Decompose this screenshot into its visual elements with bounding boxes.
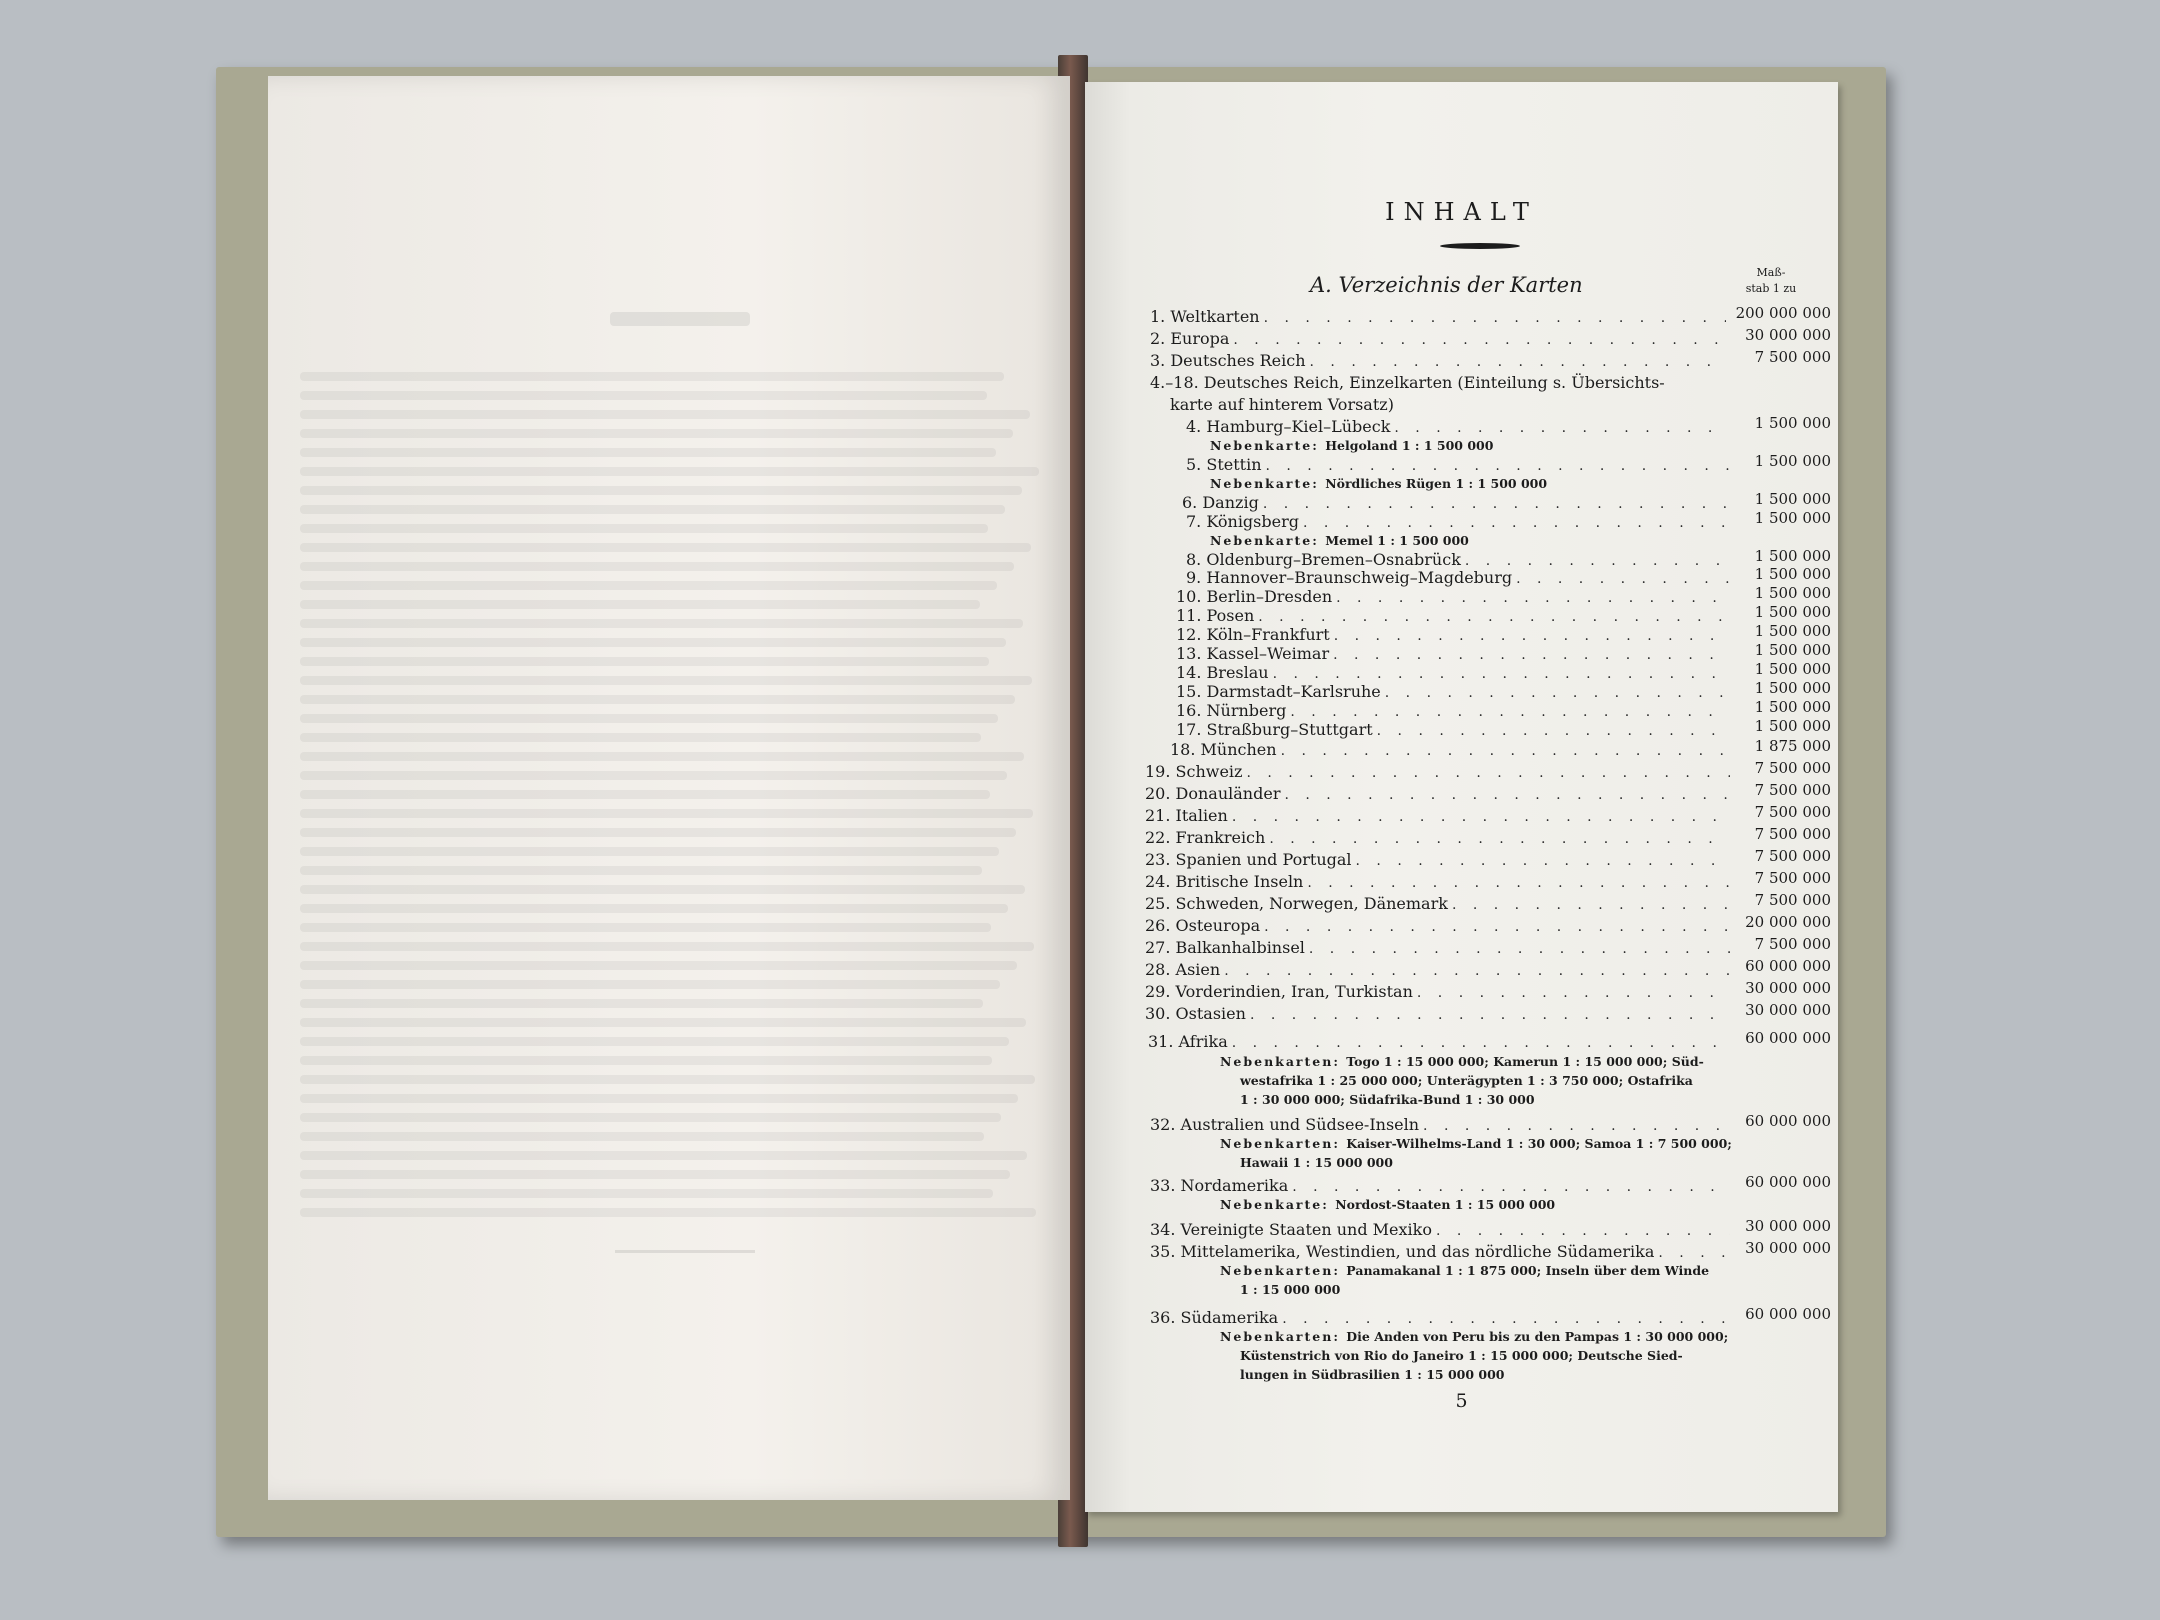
show-through-line	[300, 828, 1016, 837]
toc-entry-scale: 1 500 000	[1754, 547, 1831, 565]
show-through-line	[300, 1018, 1026, 1027]
leader-dots	[1246, 765, 1730, 781]
show-through-line	[300, 1170, 1010, 1179]
show-through-heading	[610, 312, 750, 326]
leader-dots	[1232, 1035, 1730, 1051]
toc-entry-label: 8. Oldenburg–Bremen–Osnabrück	[1186, 550, 1461, 569]
submap-note-line: Nebenkarten: Die Anden von Peru bis zu den Pampas 1 : 30 000 000;	[1220, 1329, 1729, 1344]
submap-note-label: Nebenkarte:	[1210, 476, 1326, 491]
toc-entry-label: 21. Italien	[1145, 806, 1228, 825]
leader-dots	[1516, 571, 1730, 587]
toc-entry-scale: 7 500 000	[1754, 803, 1831, 821]
toc-entry-scale: 60 000 000	[1745, 1173, 1831, 1191]
leader-dots	[1281, 743, 1730, 759]
submap-note	[1220, 1195, 1555, 1214]
toc-entry-scale: 7 500 000	[1754, 759, 1831, 777]
toc-entry-scale: 200 000 000	[1735, 304, 1831, 322]
toc-entry-label: 3. Deutsches Reich	[1150, 351, 1306, 370]
toc-entry-scale: 1 500 000	[1754, 565, 1831, 583]
toc-entry-scale: 1 500 000	[1754, 717, 1831, 735]
toc-entry	[1145, 762, 1734, 782]
toc-entry	[1186, 568, 1734, 588]
leader-dots	[1385, 685, 1730, 701]
toc-entry-label: 24. Britische Inseln	[1145, 872, 1304, 891]
toc-entry	[1145, 872, 1734, 892]
toc-entry	[1145, 828, 1734, 848]
toc-entry-scale: 30 000 000	[1745, 326, 1831, 344]
leader-dots	[1258, 609, 1730, 625]
toc-entry-label: 20. Donauländer	[1145, 784, 1281, 803]
toc-entry-label: 13. Kassel–Weimar	[1176, 644, 1330, 663]
toc-entry-label: 2. Europa	[1150, 329, 1230, 348]
show-through-line	[300, 866, 982, 875]
show-through-line	[300, 733, 981, 742]
show-through-line	[300, 372, 1004, 381]
submap-note-label: Nebenkarten:	[1220, 1054, 1347, 1069]
leader-dots	[1303, 515, 1730, 531]
leader-dots	[1658, 1245, 1730, 1261]
submap-note-line: lungen in Südbrasilien 1 : 15 000 000	[1240, 1367, 1505, 1382]
submap-note	[1210, 531, 1469, 550]
toc-entry	[1176, 663, 1734, 683]
submap-note-label: Nebenkarten:	[1220, 1136, 1347, 1151]
leader-dots	[1334, 628, 1730, 644]
toc-entry	[1150, 373, 1720, 393]
toc-entry-label: 28. Asien	[1145, 960, 1221, 979]
toc-entry-scale: 1 500 000	[1754, 584, 1831, 602]
toc-entry	[1170, 740, 1734, 760]
toc-entry-label: 7. Königsberg	[1186, 512, 1299, 531]
show-through-line	[300, 1037, 1009, 1046]
toc-entry	[1186, 550, 1734, 570]
toc-entry-label: 5. Stettin	[1186, 455, 1262, 474]
submap-note-label: Nebenkarte:	[1210, 438, 1326, 453]
submap-note-line: Nebenkarte: Nordost-Staaten 1 : 15 000 000	[1220, 1197, 1556, 1212]
toc-entry-scale: 30 000 000	[1745, 1239, 1831, 1257]
leader-dots	[1377, 723, 1730, 739]
show-through-line	[300, 1208, 1036, 1217]
toc-entry-scale: 60 000 000	[1745, 1305, 1831, 1323]
show-through-line	[300, 505, 1005, 514]
show-through-line	[300, 657, 989, 666]
submap-note-line: Nebenkarte: Memel 1 : 1 500 000	[1210, 533, 1469, 548]
toc-entry	[1176, 587, 1734, 607]
show-through-line	[300, 524, 988, 533]
show-through-line	[300, 581, 997, 590]
submap-note-line: Nebenkarte: Nördliches Rügen 1 : 1 500 000	[1210, 476, 1548, 491]
toc-entry-scale: 1 500 000	[1754, 509, 1831, 527]
toc-entry-label: 25. Schweden, Norwegen, Dänemark	[1145, 894, 1448, 913]
toc-entry-label: 27. Balkanhalbinsel	[1145, 938, 1305, 957]
toc-entry-label: 34. Vereinigte Staaten und Mexiko	[1150, 1220, 1432, 1239]
toc-entry-scale: 30 000 000	[1745, 1217, 1831, 1235]
leader-dots	[1436, 1223, 1730, 1239]
leader-dots	[1224, 963, 1730, 979]
leader-dots	[1263, 496, 1730, 512]
show-through-line	[300, 448, 996, 457]
show-through-line	[300, 562, 1014, 571]
show-through-line	[300, 1151, 1027, 1160]
show-through-line	[300, 1075, 1035, 1084]
toc-entry	[1176, 606, 1734, 626]
leader-dots	[1282, 1311, 1730, 1327]
toc-entry	[1145, 1004, 1734, 1024]
show-through-line	[300, 543, 1031, 552]
leader-dots	[1333, 647, 1730, 663]
toc-entry-label: 15. Darmstadt–Karlsruhe	[1176, 682, 1381, 701]
toc-entry-label: 23. Spanien und Portugal	[1145, 850, 1352, 869]
show-through-line	[300, 467, 1039, 476]
toc-entry	[1150, 1115, 1734, 1135]
toc-entry	[1170, 395, 1730, 415]
submap-note-line: 1 : 30 000 000; Südafrika-Bund 1 : 30 000	[1240, 1092, 1535, 1107]
toc-entry-label: 1. Weltkarten	[1150, 307, 1260, 326]
toc-entry-scale: 30 000 000	[1745, 979, 1831, 997]
submap-note-line: Hawaii 1 : 15 000 000	[1240, 1155, 1393, 1170]
title-ornament	[1440, 243, 1520, 249]
show-through-line	[300, 980, 1000, 989]
show-through-line	[300, 429, 1013, 438]
toc-entry-label: 30. Ostasien	[1145, 1004, 1246, 1023]
toc-entry-label: 6. Danzig	[1182, 493, 1259, 512]
left-page	[268, 76, 1070, 1500]
submap-note-line: Nebenkarten: Panamakanal 1 : 1 875 000; Inseln über dem Winde	[1220, 1263, 1710, 1278]
show-through-line	[300, 885, 1025, 894]
toc-entry-label: 9. Hannover–Braunschweig–Magdeburg	[1186, 568, 1513, 587]
toc-entry-scale: 1 500 000	[1754, 660, 1831, 678]
show-through-line	[300, 600, 980, 609]
show-through-line	[300, 714, 998, 723]
toc-entry-scale: 60 000 000	[1745, 1029, 1831, 1047]
show-through-line	[300, 999, 983, 1008]
leader-dots	[1417, 985, 1730, 1001]
leader-dots	[1273, 666, 1730, 682]
show-through-line	[300, 1094, 1018, 1103]
toc-entry	[1150, 1220, 1734, 1240]
toc-entry-label: 26. Osteuropa	[1145, 916, 1261, 935]
toc-entry-scale: 1 500 000	[1754, 698, 1831, 716]
page-title: INHALT	[1385, 198, 1538, 226]
show-through-line	[300, 923, 991, 932]
leader-dots	[1250, 1007, 1730, 1023]
leader-dots	[1292, 1179, 1730, 1195]
toc-entry-label: 11. Posen	[1176, 606, 1255, 625]
toc-entry-scale: 1 500 000	[1754, 679, 1831, 697]
toc-entry-scale: 30 000 000	[1745, 1001, 1831, 1019]
toc-entry-scale: 20 000 000	[1745, 913, 1831, 931]
toc-entry	[1150, 1176, 1734, 1196]
submap-note	[1210, 436, 1493, 455]
leader-dots	[1307, 875, 1730, 891]
show-through-line	[300, 847, 999, 856]
leader-dots	[1284, 787, 1730, 803]
leader-dots	[1336, 590, 1730, 606]
toc-entry-scale: 7 500 000	[1754, 935, 1831, 953]
toc-entry	[1145, 894, 1734, 914]
toc-entry-scale: 7 500 000	[1754, 348, 1831, 366]
leader-dots	[1310, 354, 1726, 370]
show-through-line	[300, 1113, 1001, 1122]
toc-entry-scale: 1 500 000	[1754, 641, 1831, 659]
submap-note-line: Nebenkarten: Togo 1 : 15 000 000; Kamerun 1 : 15 000 000; Süd-	[1220, 1054, 1704, 1069]
toc-entry-scale: 1 500 000	[1754, 452, 1831, 470]
submap-note	[1220, 1327, 1728, 1384]
toc-entry-label: 18. München	[1170, 740, 1277, 759]
submap-note	[1210, 474, 1547, 493]
toc-entry-scale: 1 500 000	[1754, 603, 1831, 621]
show-through-rule	[615, 1250, 755, 1253]
toc-entry-label: 16. Nürnberg	[1176, 701, 1287, 720]
toc-entry-scale: 7 500 000	[1754, 781, 1831, 799]
toc-entry-scale: 1 500 000	[1754, 490, 1831, 508]
scale-header-line-2: stab 1 zu	[1745, 282, 1797, 295]
leader-dots	[1394, 420, 1730, 436]
toc-entry	[1150, 1242, 1734, 1262]
submap-note	[1220, 1261, 1709, 1299]
toc-entry	[1145, 960, 1734, 980]
toc-entry	[1145, 982, 1734, 1002]
toc-entry-label: 36. Südamerika	[1150, 1308, 1279, 1327]
show-through-line	[300, 771, 1007, 780]
toc-entry	[1150, 329, 1730, 349]
toc-entry-label: 12. Köln–Frankfurt	[1176, 625, 1330, 644]
toc-entry-label: 31. Afrika	[1148, 1032, 1228, 1051]
submap-note-label: Nebenkarte:	[1220, 1197, 1336, 1212]
toc-entry-label: 22. Frankreich	[1145, 828, 1266, 847]
toc-entry-label: 19. Schweiz	[1145, 762, 1243, 781]
submap-note-label: Nebenkarte:	[1210, 533, 1326, 548]
toc-entry	[1186, 417, 1734, 437]
toc-entry	[1150, 351, 1730, 371]
show-through-line	[300, 1056, 992, 1065]
toc-entry-label: 4.–18. Deutsches Reich, Einzelkarten (Einteilung s. Übersichts-	[1150, 373, 1665, 392]
submap-note-line: Küstenstrich von Rio do Janeiro 1 : 15 000 000; Deutsche Sied-	[1240, 1348, 1683, 1363]
toc-entry-scale: 1 500 000	[1754, 414, 1831, 432]
show-through-line	[300, 961, 1017, 970]
toc-entry	[1186, 512, 1734, 532]
toc-entry-scale: 7 500 000	[1754, 869, 1831, 887]
toc-entry	[1145, 784, 1734, 804]
toc-entry	[1176, 644, 1734, 664]
submap-note-line: westafrika 1 : 25 000 000; Unterägypten 1 : 3 750 000; Ostafrika	[1240, 1073, 1693, 1088]
toc-entry-label: 33. Nordamerika	[1150, 1176, 1289, 1195]
show-through-line	[300, 904, 1008, 913]
toc-entry-label: 14. Breslau	[1176, 663, 1269, 682]
leader-dots	[1356, 853, 1730, 869]
leader-dots	[1266, 458, 1731, 474]
toc-entry	[1145, 806, 1734, 826]
show-through-line	[300, 486, 1022, 495]
toc-entry	[1145, 850, 1734, 870]
toc-entry	[1176, 720, 1734, 740]
submap-note-line: Nebenkarten: Kaiser-Wilhelms-Land 1 : 30 000; Samoa 1 : 7 500 000;	[1220, 1136, 1732, 1151]
leader-dots	[1290, 704, 1730, 720]
show-through-line	[300, 676, 1032, 685]
leader-dots	[1269, 831, 1730, 847]
submap-note-line: 1 : 15 000 000	[1240, 1282, 1341, 1297]
show-through-line	[300, 942, 1034, 951]
show-through-line	[300, 410, 1030, 419]
toc-entry-label: 17. Straßburg–Stuttgart	[1176, 720, 1373, 739]
scale-header-line-1: Maß-	[1756, 266, 1786, 279]
toc-entry-scale: 1 500 000	[1754, 622, 1831, 640]
toc-entry	[1176, 625, 1734, 645]
toc-entry-label: 35. Mittelamerika, Westindien, und das nördliche Südamerika	[1150, 1242, 1655, 1261]
toc-entry-label: 10. Berlin–Dresden	[1176, 587, 1333, 606]
show-through-line	[300, 619, 1023, 628]
leader-dots	[1452, 897, 1730, 913]
show-through-line	[300, 790, 990, 799]
toc-entry-scale: 7 500 000	[1754, 825, 1831, 843]
submap-note	[1220, 1134, 1732, 1172]
show-through-line	[300, 1132, 984, 1141]
toc-entry-label: 32. Australien und Südsee-Inseln	[1150, 1115, 1420, 1134]
show-through-line	[300, 809, 1033, 818]
toc-entry	[1150, 1308, 1734, 1328]
toc-entry	[1186, 455, 1734, 475]
submap-note	[1220, 1052, 1704, 1109]
toc-entry	[1150, 307, 1730, 327]
toc-entry-label: karte auf hinterem Vorsatz)	[1170, 395, 1394, 414]
toc-entry-label: 4. Hamburg–Kiel–Lübeck	[1186, 417, 1391, 436]
toc-entry	[1145, 938, 1734, 958]
toc-entry	[1145, 916, 1734, 936]
toc-entry-scale: 7 500 000	[1754, 891, 1831, 909]
leader-dots	[1232, 809, 1730, 825]
show-through-line	[300, 695, 1015, 704]
leader-dots	[1423, 1118, 1730, 1134]
leader-dots	[1309, 941, 1730, 957]
leader-dots	[1264, 919, 1730, 935]
toc-entry-scale: 60 000 000	[1745, 1112, 1831, 1130]
page-number: 5	[1455, 1390, 1468, 1412]
submap-note-label: Nebenkarten:	[1220, 1329, 1347, 1344]
show-through-line	[300, 1189, 993, 1198]
toc-entry-scale: 1 875 000	[1754, 737, 1831, 755]
toc-entry-scale: 7 500 000	[1754, 847, 1831, 865]
toc-entry	[1148, 1032, 1734, 1052]
toc-entry	[1176, 682, 1734, 702]
toc-entry	[1182, 493, 1734, 513]
section-heading: A. Verzeichnis der Karten	[1310, 273, 1583, 297]
toc-entry-scale: 60 000 000	[1745, 957, 1831, 975]
show-through-line	[300, 752, 1024, 761]
submap-note-line: Nebenkarte: Helgoland 1 : 1 500 000	[1210, 438, 1494, 453]
leader-dots	[1465, 553, 1730, 569]
leader-dots	[1233, 332, 1726, 348]
leader-dots	[1264, 310, 1726, 326]
scale-column-header	[1726, 265, 1816, 297]
toc-entry	[1176, 701, 1734, 721]
show-through-line	[300, 638, 1006, 647]
show-through-line	[300, 391, 987, 400]
toc-entry-label: 29. Vorderindien, Iran, Turkistan	[1145, 982, 1413, 1001]
submap-note-label: Nebenkarten:	[1220, 1263, 1347, 1278]
